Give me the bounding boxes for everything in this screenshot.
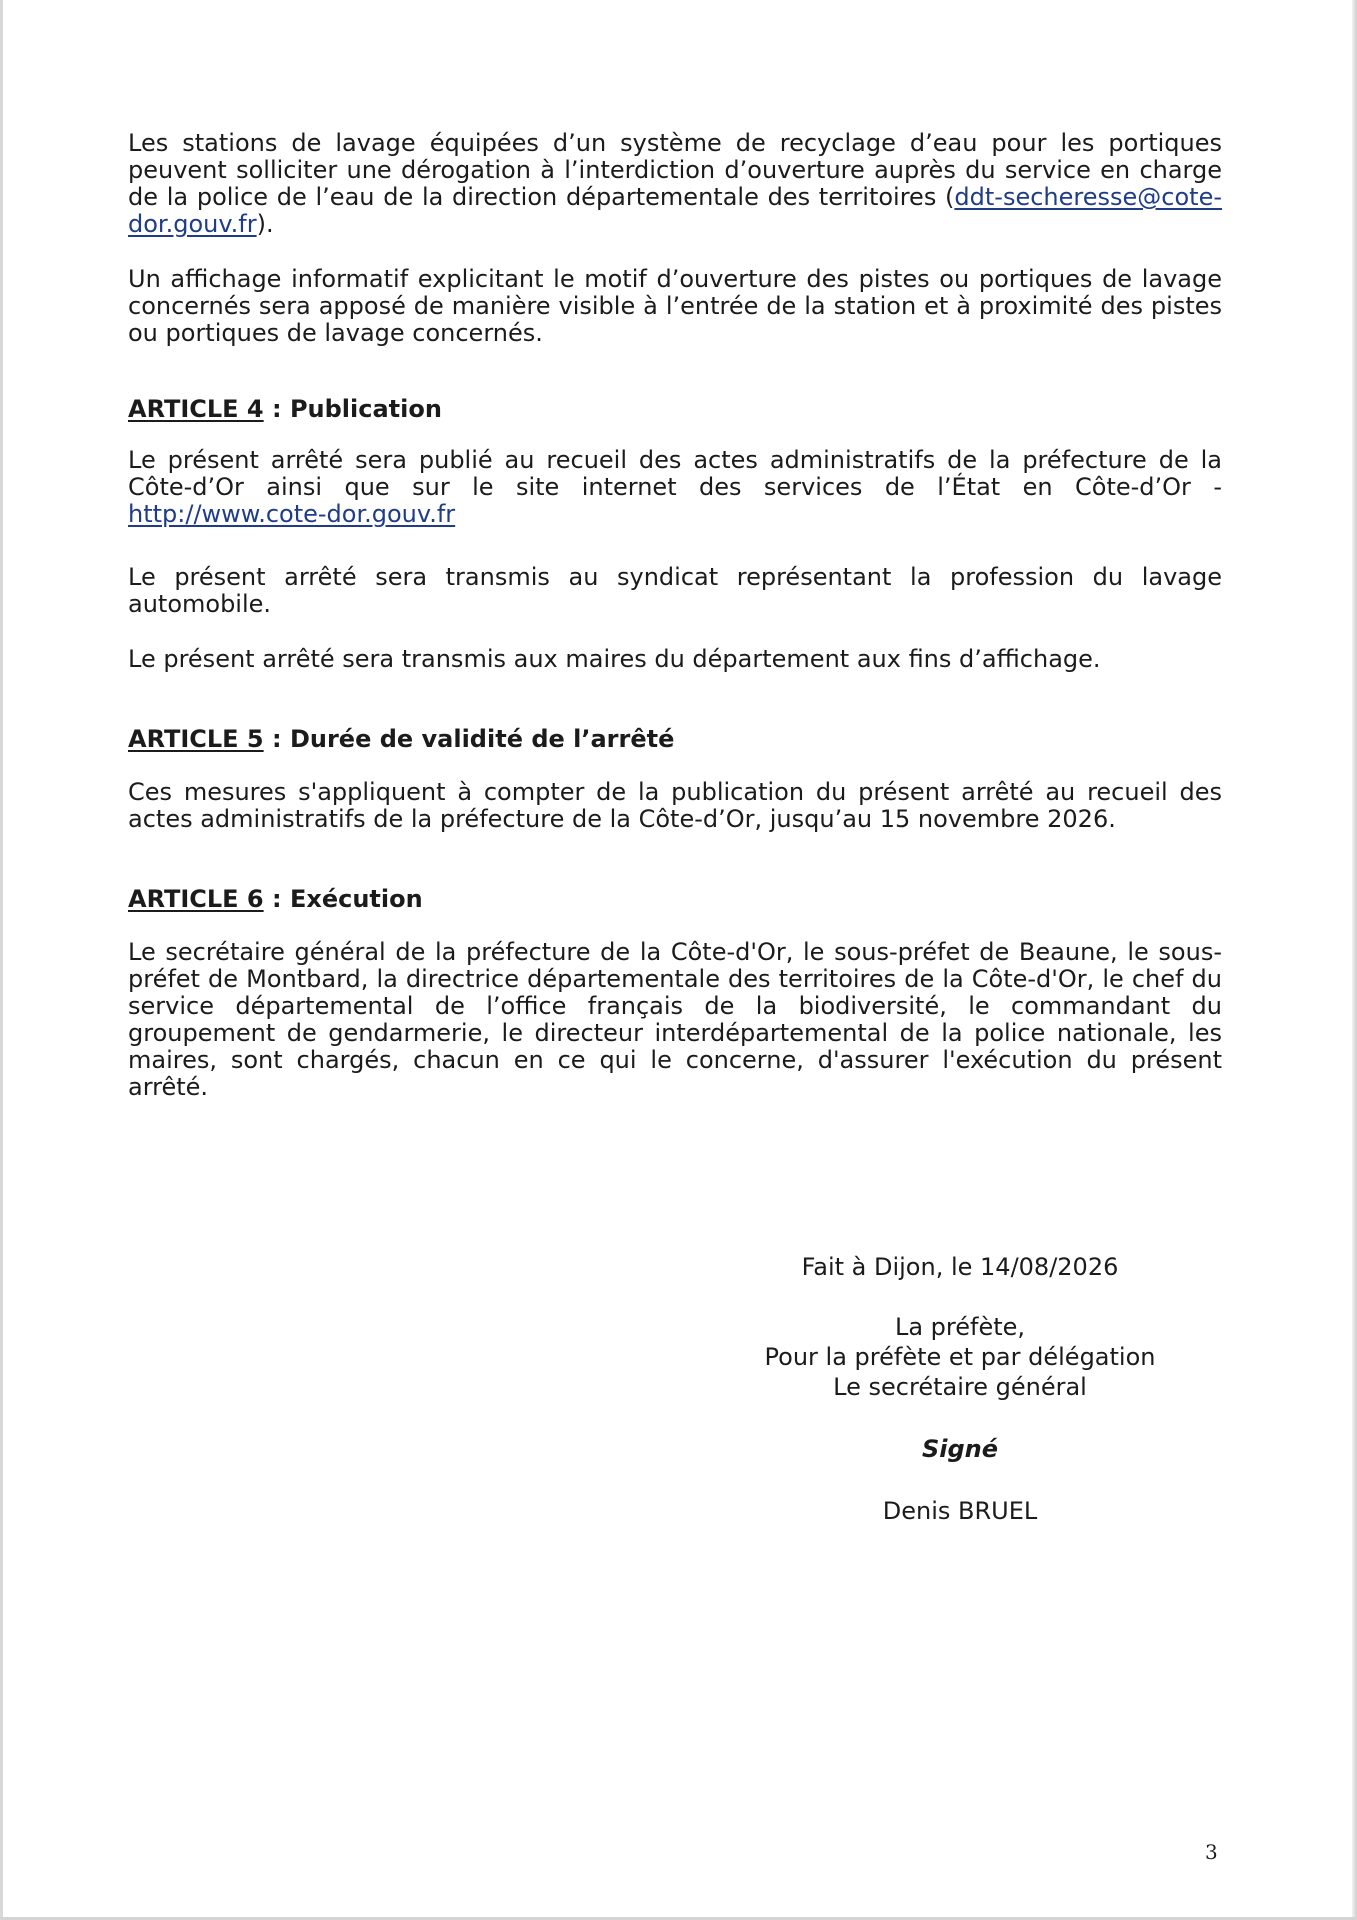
paragraph-text: Les stations de lavage équipées d’un système de recyclage d’eau pour les portiques peuvent solliciter une dérogation à l’interdiction d’ouverture auprès du service en charge de la police de l’eau de la direction départementale des territoires ( xyxy=(128,129,1222,211)
signature-signed-mention: Signé xyxy=(921,1435,999,1463)
paragraph-transmission-mayors: Le présent arrêté sera transmis aux maires du département aux fins d’affichage. xyxy=(128,645,1101,673)
article-5-label: ARTICLE 5 xyxy=(128,725,264,753)
paragraph-transmission-syndicate: Le présent arrêté sera transmis au syndicat représentant la profession du lavage automobile. xyxy=(128,563,1222,618)
article-5-title: : Durée de validité de l’arrêté xyxy=(263,725,675,753)
article-6-heading xyxy=(128,885,1222,913)
scan-edge-right xyxy=(1352,0,1357,1920)
article-4-label: ARTICLE 4 xyxy=(128,395,264,423)
scan-edge-left xyxy=(0,0,3,1920)
paragraph-recycling-derogation xyxy=(128,130,1222,238)
signature-role-block xyxy=(720,1312,1200,1402)
email-link-ddt-secheresse[interactable]: ddt-secheresse@cote-dor.gouv.fr xyxy=(128,183,1222,238)
article-4-title: : Publication xyxy=(263,395,442,423)
paragraph-information-display: Un affichage informatif explicitant le motif d’ouverture des pistes ou portiques de lavage concernés sera apposé de manière visible à l’entrée de la station et à proximité des pistes ou portiques de lavage concernés. xyxy=(128,265,1222,347)
signature-role-line-2: Pour la préfète et par délégation xyxy=(764,1343,1156,1371)
paragraph-text: Le présent arrêté sera publié au recueil des actes administratifs de la préfecture de la Côte-d’Or ainsi que sur le site internet des services de l’État en Côte-d’Or - xyxy=(128,446,1222,501)
signature-role-line-3: Le secrétaire général xyxy=(833,1373,1087,1401)
signature-place-date: Fait à Dijon, le 14/08/2026 xyxy=(801,1253,1119,1281)
signature-role-line-1: La préfète, xyxy=(894,1313,1026,1341)
paragraph-validity: Ces mesures s'appliquent à compter de la publication du présent arrêté au recueil des actes administratifs de la préfecture de la Côte-d’Or, jusqu’au 15 novembre 2026. xyxy=(128,778,1222,833)
article-5-heading xyxy=(128,725,1222,753)
article-4-heading xyxy=(128,395,1222,423)
page-number: 3 xyxy=(1205,1840,1218,1864)
paragraph-text-end: ). xyxy=(256,210,274,238)
article-6-title: : Exécution xyxy=(263,885,423,913)
paragraph-execution: Le secrétaire général de la préfecture de la Côte-d'Or, le sous-préfet de Beaune, le sous-préfet de Montbard, la directrice départementale des territoires de la Côte-d'Or, le chef du service départemental de l’office français de la biodiversité, le commandant du groupement de gendarmerie, le directeur interdépartemental de la police nationale, les maires, sont chargés, chacun en ce qui le concerne, d'assurer l'exécution du présent arrêté. xyxy=(128,938,1222,1101)
document-body xyxy=(128,130,1222,1101)
paragraph-publication xyxy=(128,447,1222,528)
website-link-cote-dor[interactable]: http://www.cote-dor.gouv.fr xyxy=(128,500,456,528)
signatory-name: Denis BRUEL xyxy=(882,1497,1038,1525)
article-6-label: ARTICLE 6 xyxy=(128,885,264,913)
